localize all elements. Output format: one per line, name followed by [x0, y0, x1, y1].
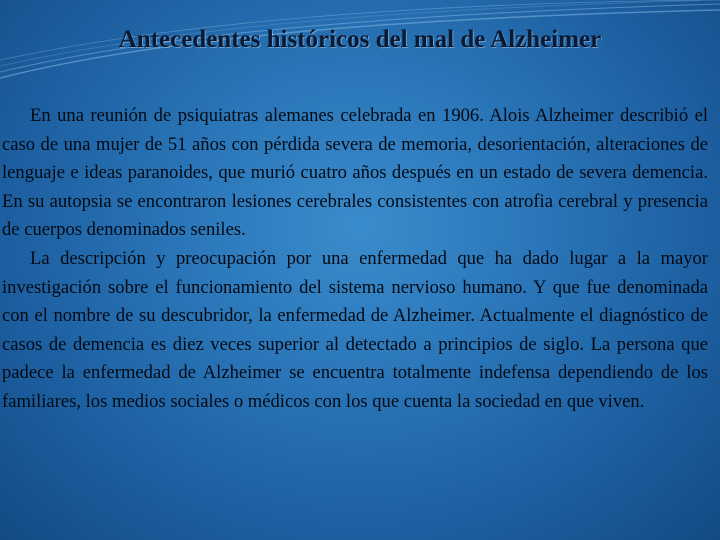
paragraph-1: En una reunión de psiquiatras alemanes celebrada en 1906. Alois Alzheimer describió el caso de una mujer de 51 años con pérdida severa de memoria, desorientación, alteraciones de lenguaje e ideas paranoides, que murió cuatro años después en un estado de severa demencia. En su autopsia se encontraron lesiones cerebrales consistentes con atrofia cerebral y presencia de cuerpos denominados seniles. [2, 105, 708, 241]
slide-title: Antecedentes históricos del mal de Alzheimer [118, 26, 602, 53]
paragraph-2: La descripción y preocupación por una enfermedad que ha dado lugar a la mayor investigación sobre el funcionamiento del sistema nervioso humano. Y que fue denominada con el nombre de su descubridor, la enfermedad de Alzheimer. Actualmente el diagnóstico de casos de demencia es diez veces superior al detectado a principios de siglo. La persona que padece la enfermedad de Alzheimer se encuentra totalmente indefensa dependiendo de los familiares, los medios sociales o médicos con los que cuenta la sociedad en que viven. [2, 247, 708, 412]
slide-body [2, 102, 708, 417]
